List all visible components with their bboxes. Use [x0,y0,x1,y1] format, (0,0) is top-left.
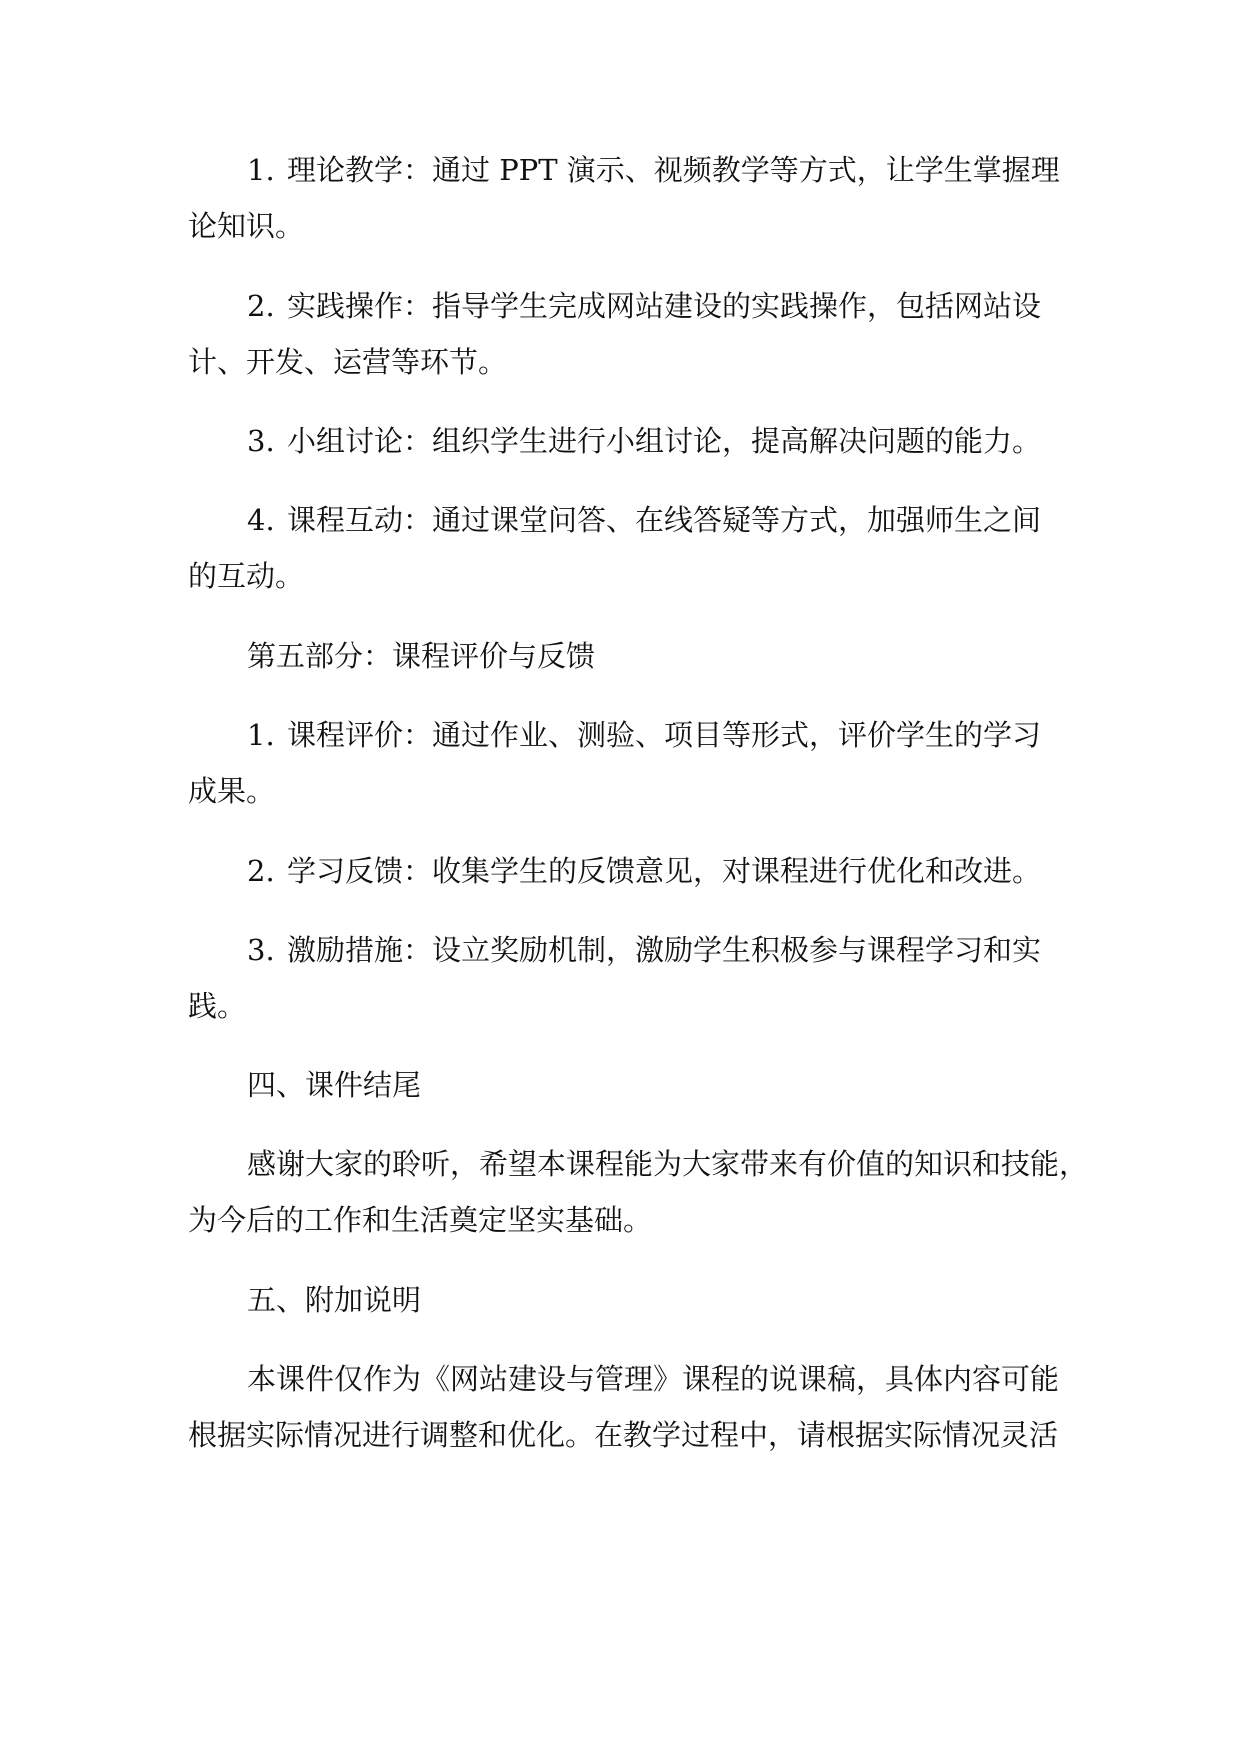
list-number: 4. [247,503,275,537]
list-number: 3. [247,933,275,967]
list-text: 课程评价：通过作业、测验、项目等形式，评价学生的学习 [287,718,1042,752]
section-heading: 第五部分：课程评价与反馈 [247,639,596,673]
paragraph-line: 为今后的工作和生活奠定坚实基础。 [188,1203,653,1237]
list-text: 学习反馈：收集学生的反馈意见，对课程进行优化和改进。 [287,854,1042,888]
list-item [0,851,1241,891]
list-number: 3. [247,424,275,458]
list-text: 实践操作：指导学生完成网站建设的实践操作，包括网站设 [287,289,1042,323]
list-item-continuation: 计、开发、运营等环节。 [188,345,508,379]
list-item [0,150,1241,190]
list-item [0,500,1241,540]
paragraph-line: 根据实际情况进行调整和优化。在教学过程中，请根据实际情况灵活 [188,1418,1059,1452]
paragraph-line: 感谢大家的聆听，希望本课程能为大家带来有价值的知识和技能， [247,1147,1089,1181]
list-number: 1. [247,718,275,752]
list-item-continuation: 成果。 [188,774,276,808]
list-number: 2. [247,289,275,323]
list-number: 1. [247,153,275,187]
section-heading: 五、附加说明 [247,1283,422,1317]
list-item-continuation: 的互动。 [188,559,305,593]
list-item-continuation: 论知识。 [188,209,305,243]
list-text: 小组讨论：组织学生进行小组讨论，提高解决问题的能力。 [287,424,1042,458]
list-item [0,421,1241,461]
list-text: 激励措施：设立奖励机制，激励学生积极参与课程学习和实 [287,933,1042,967]
list-item-continuation: 践。 [188,989,247,1023]
list-item [0,715,1241,755]
list-item [0,286,1241,326]
section-heading: 四、课件结尾 [247,1068,422,1102]
list-text: 理论教学：通过 PPT 演示、视频教学等方式，让学生掌握理 [287,153,1060,187]
list-item [0,930,1241,970]
list-text: 课程互动：通过课堂问答、在线答疑等方式，加强师生之间 [287,503,1042,537]
list-number: 2. [247,854,275,888]
paragraph-line: 本课件仅作为《网站建设与管理》课程的说课稿，具体内容可能 [247,1362,1060,1396]
